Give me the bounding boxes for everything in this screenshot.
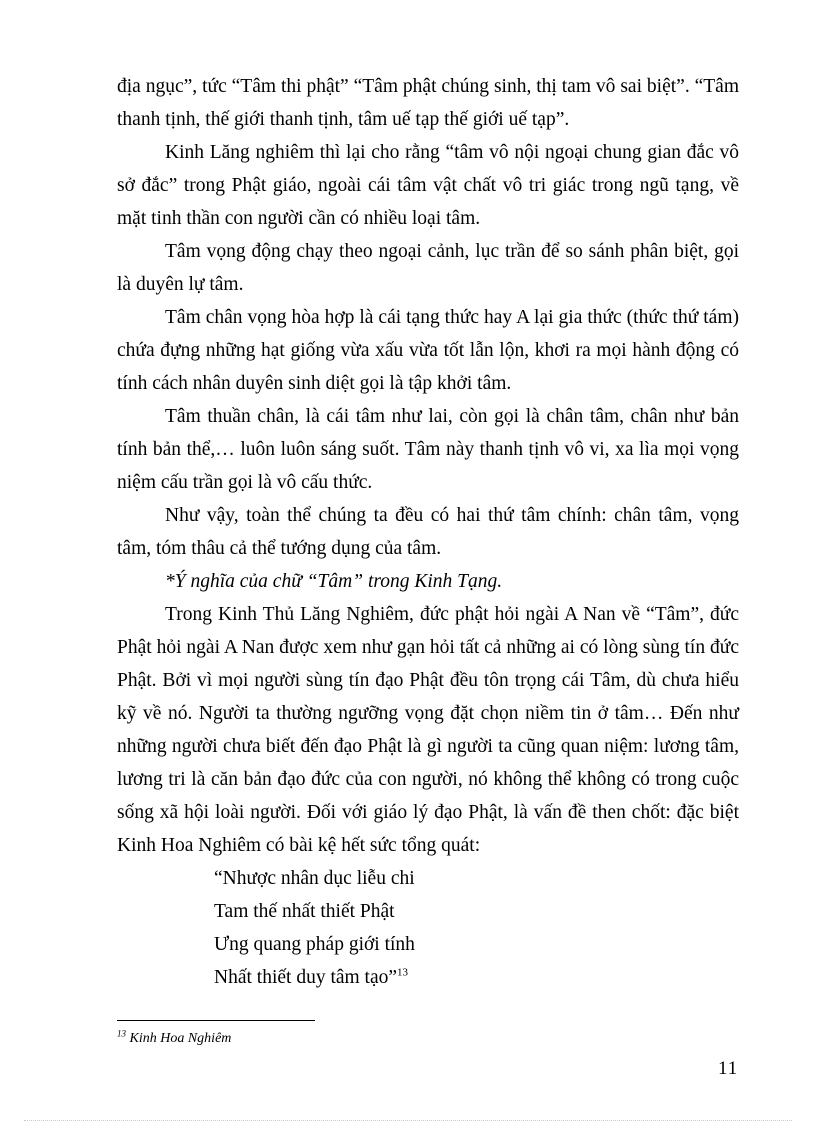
paragraph-7: Trong Kinh Thủ Lăng Nghiêm, đức phật hỏi ngài A Nan về “Tâm”, đức Phật hỏi ngài A Nan được xem như gạn hỏi tất cả những ai có lòng sùng tín đức Phật. Bởi vì mọi người sùng tín đạo Phật đều tôn trọng cái Tâm, dù chưa hiểu kỹ về nó. Người ta thường ngưỡng vọng đặt chọn niềm tin ở tâm… Đến như những người chưa biết đến đạo Phật là gì người ta cũng quan niệm: lương tâm, lương tri là căn bản đạo đức của con người, nó không thể không có trong cuộc sống xã hội loài người. Đối với giáo lý đạo Phật, là vấn đề then chốt: đặc biệt Kinh Hoa Nghiêm có bài kệ hết sức tổng quát: [117,604,739,856]
paragraph-1: địa ngục”, tức “Tâm thi phật” “Tâm phật chúng sinh, thị tam vô sai biệt”. “Tâm thanh tịnh, thế giới thanh tịnh, tâm uế tạp thế giới uế tạp”. [117,76,739,130]
paragraph-2: Kinh Lăng nghiêm thì lại cho rằng “tâm vô nội ngoại chung gian đắc vô sở đắc” trong Phật giáo, ngoài cái tâm vật chất vô tri giác trong ngũ tạng, về mặt tinh thần con người cần có nhiều loại tâm. [117,142,739,229]
footnote [117,1028,232,1047]
page-number: 11 [718,1058,739,1079]
verse-line: Tam thế nhất thiết Phật [214,901,395,922]
page-bottom-border [24,1120,792,1121]
verse-block [214,862,739,994]
paragraph-5: Tâm thuần chân, là cái tâm như lai, còn gọi là chân tâm, chân như bản tính bản thể,… luôn luôn sáng suốt. Tâm này thanh tịnh vô vi, xa lìa mọi vọng niệm cấu trần gọi là vô cấu thức. [117,406,739,493]
verse-line: “Nhược nhân dục liễu chi [214,868,415,889]
verse-line: Ưng quang pháp giới tính [214,934,415,955]
verse-line-last [214,961,739,994]
body-text [117,70,739,994]
footnote-reference[interactable]: 13 [397,966,409,979]
paragraph-6: Như vậy, toàn thể chúng ta đều có hai thứ tâm chính: chân tâm, vọng tâm, tóm thâu cả thể tướng dụng của tâm. [117,505,739,559]
paragraph-4: Tâm chân vọng hòa hợp là cái tạng thức hay A lại gia thức (thức thứ tám) chứa đựng những hạt giống vừa xấu vừa tốt lẫn lộn, khơi ra mọi hành động có tính cách nhân duyên sinh diệt gọi là tập khởi tâm. [117,307,739,394]
paragraph-3: Tâm vọng động chạy theo ngoại cảnh, lục trần để so sánh phân biệt, gọi là duyên lự tâm. [117,241,739,295]
footnote-text: Kinh Hoa Nghiêm [129,1031,232,1046]
footnote-divider [117,1020,315,1021]
section-heading: *Ý nghĩa của chữ “Tâm” trong Kinh Tạng. [165,571,503,592]
footnote-number: 13 [117,1028,126,1039]
verse-line-text: Nhất thiết duy tâm tạo” [214,967,398,988]
